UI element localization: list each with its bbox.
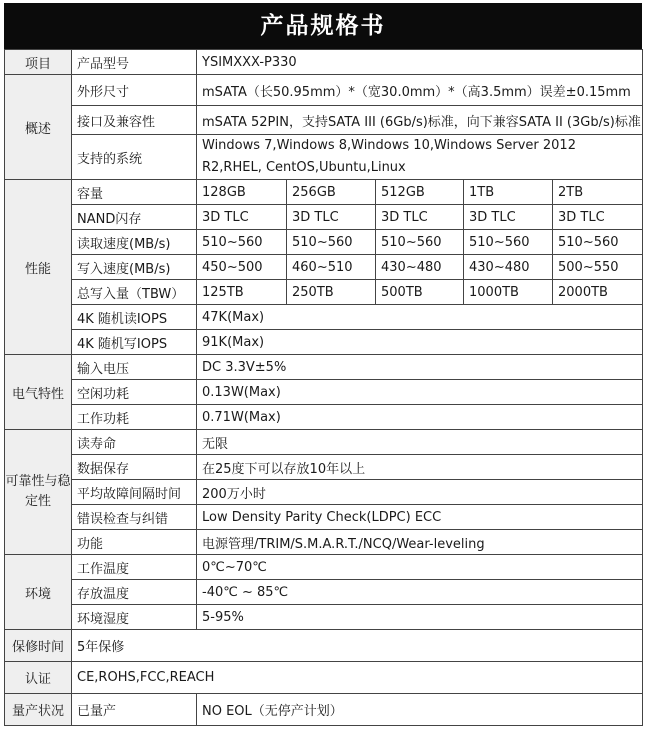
row-label: 读取速度(MB/s) (72, 230, 197, 255)
row-label: 外形尺寸 (72, 75, 197, 106)
section-label: 保修时间 (5, 630, 72, 662)
table-row (5, 555, 643, 580)
row-label: 总写入量（TBW） (72, 280, 197, 305)
table-row (5, 630, 643, 662)
table-row (5, 405, 643, 430)
table-row (5, 106, 643, 135)
table-row (5, 580, 643, 605)
row-label: 4K 随机读IOPS (72, 305, 197, 330)
row-label: 已量产 (72, 694, 197, 726)
section-label: 性能 (5, 180, 72, 355)
table-cell: 500TB (376, 280, 464, 305)
row-label: 写入速度(MB/s) (72, 255, 197, 280)
table-row (5, 255, 643, 280)
spec-table-body (5, 50, 643, 726)
section-label: 环境 (5, 555, 72, 630)
table-cell: 3D TLC (197, 205, 287, 230)
table-cell: 510~560 (553, 230, 643, 255)
table-row (5, 455, 643, 480)
row-label: 功能 (72, 530, 197, 555)
table-cell: 430~480 (376, 255, 464, 280)
row-label: 支持的系统 (72, 135, 197, 180)
table-cell: 2000TB (553, 280, 643, 305)
section-label: 认证 (5, 662, 72, 694)
table-row (5, 505, 643, 530)
table-cell: 3D TLC (464, 205, 553, 230)
table-cell: 250TB (287, 280, 376, 305)
table-cell: 460~510 (287, 255, 376, 280)
table-cell: 128GB (197, 180, 287, 205)
row-label: 错误检查与纠错 (72, 505, 197, 530)
row-value: mSATA 52PIN，支持SATA III (6Gb/s)标准，向下兼容SATA II (3Gb/s)标准 (197, 106, 643, 135)
row-value: 无限 (197, 430, 643, 455)
row-value: 0.71W(Max) (197, 405, 643, 430)
table-row (5, 662, 643, 694)
row-value: 91K(Max) (197, 330, 643, 355)
row-value: Low Density Parity Check(LDPC) ECC (197, 505, 643, 530)
table-row (5, 694, 643, 726)
row-value: 47K(Max) (197, 305, 643, 330)
row-label: NAND闪存 (72, 205, 197, 230)
row-value: 在25度下可以存放10年以上 (197, 455, 643, 480)
table-cell: 430~480 (464, 255, 553, 280)
table-cell: 510~560 (376, 230, 464, 255)
spec-table (4, 49, 643, 726)
row-label: 接口及兼容性 (72, 106, 197, 135)
table-cell: 512GB (376, 180, 464, 205)
row-value: -40℃ ~ 85℃ (197, 580, 643, 605)
page-title: 产品规格书 (4, 3, 642, 49)
row-value: 0.13W(Max) (197, 380, 643, 405)
table-cell: 500~550 (553, 255, 643, 280)
table-row (5, 75, 643, 106)
table-cell: 125TB (197, 280, 287, 305)
table-row (5, 135, 643, 180)
row-value: Windows 7,Windows 8,Windows 10,Windows Server 2012 R2,RHEL, CentOS,Ubuntu,Linux (197, 135, 643, 180)
row-label: 数据保存 (72, 455, 197, 480)
row-label: 读寿命 (72, 430, 197, 455)
row-label: 环境湿度 (72, 605, 197, 630)
row-label: 4K 随机写IOPS (72, 330, 197, 355)
row-value: CE,ROHS,FCC,REACH (72, 662, 643, 694)
row-value: NO EOL（无停产计划） (197, 694, 643, 726)
table-row (5, 230, 643, 255)
spec-sheet (4, 3, 642, 726)
section-label: 概述 (5, 75, 72, 180)
table-row (5, 430, 643, 455)
table-row (5, 480, 643, 505)
table-row (5, 530, 643, 555)
section-label: 量产状况 (5, 694, 72, 726)
row-value: YSIMXXX-P330 (197, 50, 643, 75)
table-row (5, 330, 643, 355)
table-cell: 450~500 (197, 255, 287, 280)
row-label: 容量 (72, 180, 197, 205)
table-cell: 510~560 (197, 230, 287, 255)
table-cell: 3D TLC (376, 205, 464, 230)
table-cell: 1000TB (464, 280, 553, 305)
table-row (5, 180, 643, 205)
row-value: 电源管理/TRIM/S.M.A.R.T./NCQ/Wear-leveling (197, 530, 643, 555)
row-value: 5-95% (197, 605, 643, 630)
table-row (5, 205, 643, 230)
row-label: 空闲功耗 (72, 380, 197, 405)
row-value: 200万小时 (197, 480, 643, 505)
table-row (5, 380, 643, 405)
table-row (5, 355, 643, 380)
table-cell: 2TB (553, 180, 643, 205)
row-value: 0℃~70℃ (197, 555, 643, 580)
row-label: 存放温度 (72, 580, 197, 605)
table-row (5, 305, 643, 330)
row-label: 工作功耗 (72, 405, 197, 430)
table-cell: 256GB (287, 180, 376, 205)
table-header-row (5, 50, 643, 75)
section-label: 可靠性与稳定性 (5, 430, 72, 555)
table-row (5, 280, 643, 305)
row-label: 输入电压 (72, 355, 197, 380)
row-label: 平均故障间隔时间 (72, 480, 197, 505)
row-label: 产品型号 (72, 50, 197, 75)
table-cell: 3D TLC (553, 205, 643, 230)
section-label: 电气特性 (5, 355, 72, 430)
table-cell: 3D TLC (287, 205, 376, 230)
row-value: DC 3.3V±5% (197, 355, 643, 380)
row-value: mSATA（长50.95mm）*（宽30.0mm）*（高3.5mm）误差±0.15mm (197, 75, 643, 106)
row-value: 5年保修 (72, 630, 643, 662)
table-row (5, 605, 643, 630)
section-label: 项目 (5, 50, 72, 75)
table-cell: 510~560 (287, 230, 376, 255)
table-cell: 1TB (464, 180, 553, 205)
table-cell: 510~560 (464, 230, 553, 255)
row-label: 工作温度 (72, 555, 197, 580)
